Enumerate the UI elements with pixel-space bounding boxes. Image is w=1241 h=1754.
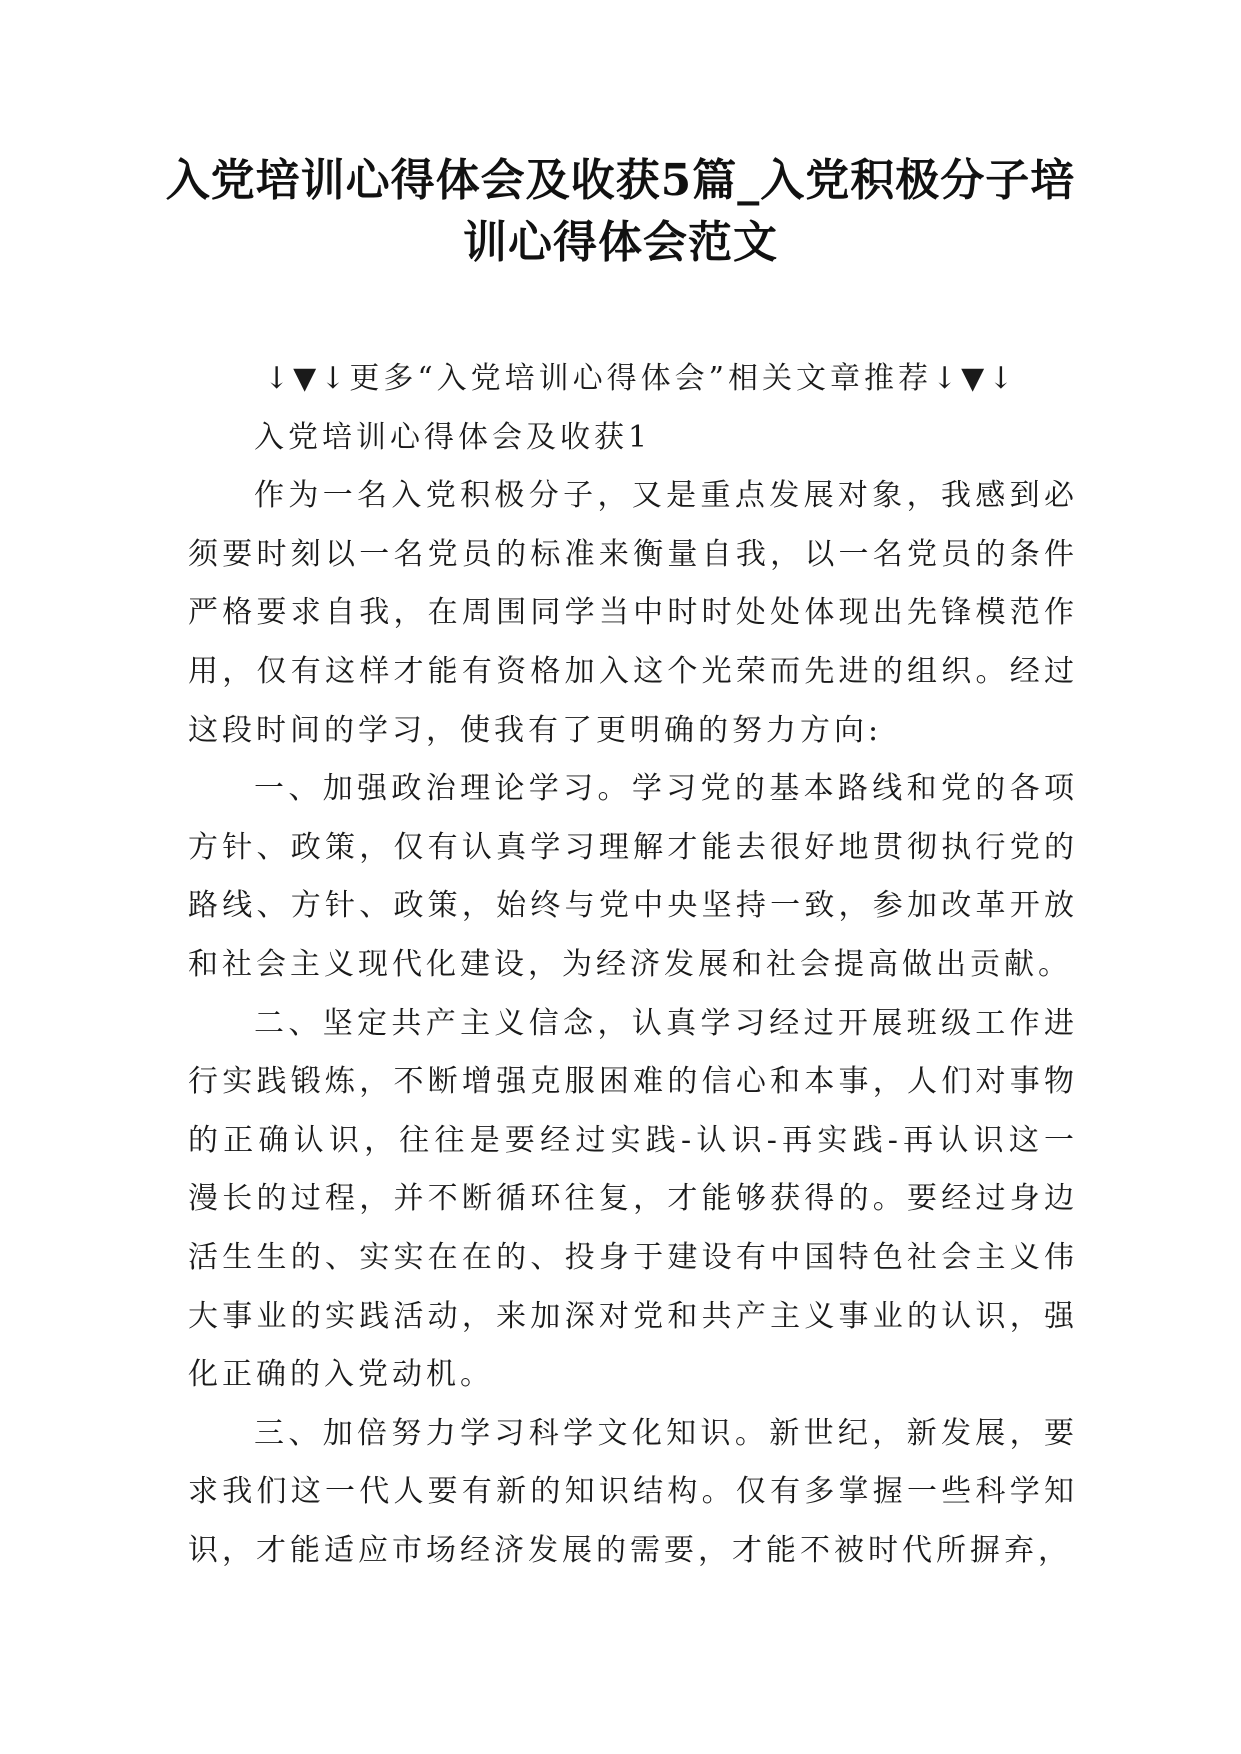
document-title: 入党培训心得体会及收获5篇_入党积极分子培训心得体会范文: [165, 155, 1076, 268]
paragraph-intro: 作为一名入党积极分子，又是重点发展对象，我感到必须要时刻以一名党员的标准来衡量自我，以一名党员的条件严格要求自我，在周围同学当中时时处处体现出先锋模范作用，仅有这样才能有资格加入这个光荣而先进的组织。经过这段时间的学习，使我有了更明确的努力方向:: [188, 478, 1078, 748]
paragraph-point-3: 三、加倍努力学习科学文化知识。新世纪，新发展，要求我们这一代人要有新的知识结构。仅有多掌握一些科学知识，才能适应市场经济发展的需要，才能不被时代所摒弃，: [188, 1415, 1078, 1568]
section-heading: 入党培训心得体会及收获1: [254, 419, 652, 455]
paragraph-point-1: 一、加强政治理论学习。学习党的基本路线和党的各项方针、政策，仅有认真学习理解才能去很好地贯彻执行党的路线、方针、政策，始终与党中央坚持一致，参加改革开放和社会主义现代化建设，为经济发展和社会提高做出贡献。: [188, 771, 1078, 982]
recommend-line[interactable]: ↓▼↓更多“入党培训心得体会”相关文章推荐↓▼↓: [264, 361, 1018, 396]
document-body: [188, 350, 1078, 1580]
paragraph-point-2: 二、坚定共产主义信念，认真学习经过开展班级工作进行实践锻炼，不断增强克服困难的信心和本事，人们对事物的正确认识，往往是要经过实践-认识-再实践-再认识这一漫长的过程，并不断循环往复，才能够获得的。要经过身边活生生的、实实在在的、投身于建设有中国特色社会主义伟大事业的实践活动，来加深对党和共产主义事业的认识，强化正确的入党动机。: [188, 1005, 1078, 1393]
